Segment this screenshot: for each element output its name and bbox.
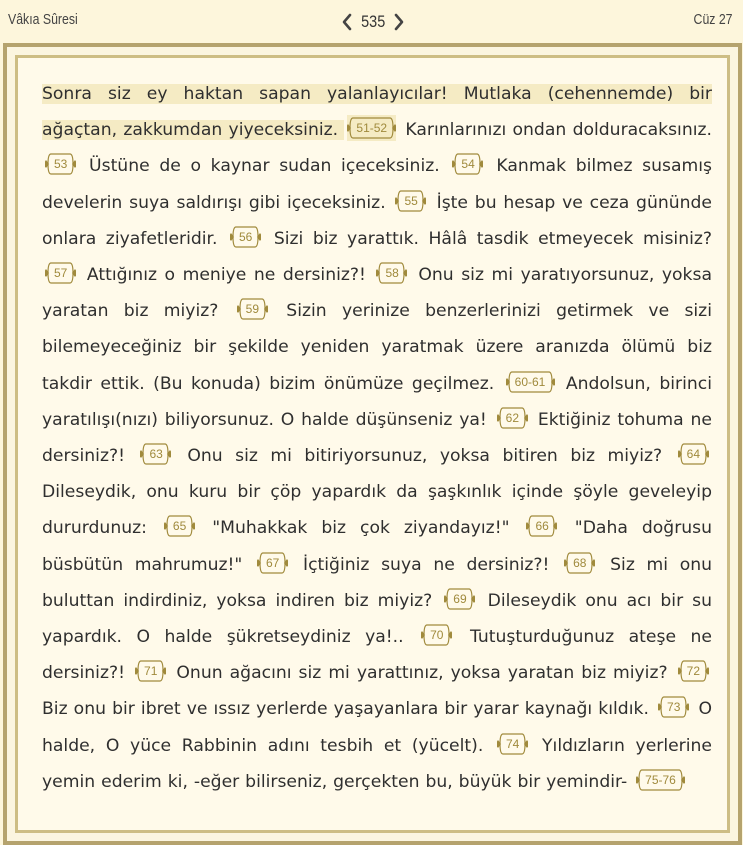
verse-text: Onun ağacını siz mi yarattınız, yoksa yaratan biz miyiz? [169, 663, 675, 684]
verse-number-marker[interactable] [376, 260, 407, 286]
verse-number: 57 [54, 266, 68, 281]
verse-number-marker[interactable] [497, 731, 528, 757]
next-page-button[interactable] [391, 11, 407, 33]
verse-number: 70 [430, 628, 444, 643]
verse-number-marker[interactable] [497, 405, 528, 431]
verse-number: 58 [385, 266, 399, 281]
verse-number: 56 [239, 229, 253, 244]
verse-text: Biz onu bir ibret ve ıssız yerlerde yaşayanlara bir yarar kaynağı kıldık. [42, 699, 656, 720]
verse-text: O halde, O yüce Rabbinin adını tesbih et (yücelt). [42, 699, 712, 756]
verse-number: 75-76 [645, 772, 676, 787]
verse-number: 74 [506, 736, 520, 751]
verse-number: 66 [535, 519, 549, 534]
verse-number-marker[interactable] [526, 513, 557, 539]
verse-number-marker[interactable] [45, 151, 76, 177]
verse-number-marker[interactable] [506, 369, 555, 395]
verse-number: 67 [266, 555, 280, 570]
verse-number: 51-52 [356, 121, 388, 136]
juz-name: Cüz 27 [694, 11, 733, 28]
verse-number: 65 [172, 519, 187, 534]
page-frame [3, 43, 742, 845]
verse-number: 59 [245, 302, 260, 317]
verse-number-marker[interactable] [678, 658, 709, 684]
verse-text: Karınlarınızı ondan dolduracaksınız. [399, 120, 712, 141]
previous-page-button[interactable] [339, 11, 355, 33]
verse-number-marker[interactable] [452, 151, 483, 177]
verse-text: "Daha doğrusu büsbütün mahrumuz!" [42, 518, 713, 575]
page-navigator [339, 9, 407, 35]
verse-number-marker[interactable] [140, 441, 171, 467]
verse-number-marker[interactable] [636, 767, 685, 793]
verse-text: Dileseydik, onu kuru bir çöp yapardık da şaşkınlık içinde şöyle geveleyip dururdunuz: [42, 482, 712, 539]
verse-text: Attığınız o meniye ne dersiniz?! [79, 265, 374, 286]
verse-text: Ektiğiniz tohuma ne dersiniz?! [42, 409, 712, 467]
chevron-left-icon [341, 13, 353, 31]
verse-text: Yıldızların yerlerine yemin ederim ki, -eğer bilirseniz, gerçekten bu, büyük bir yemindir- [42, 735, 712, 792]
verse-text: Andolsun, birinci yaratılışı(nızı) biliyorsunuz. O halde düşünseniz ya! [42, 373, 712, 430]
verse-number: 63 [149, 447, 163, 462]
verse-number-marker[interactable] [135, 658, 166, 684]
verse-number: 68 [573, 555, 587, 570]
verse-text: Dileseydik onu acı bir su yapardık. O halde şükretseydiniz ya!.. [42, 590, 712, 648]
verse-number-marker[interactable] [395, 188, 426, 214]
page-frame-inner [15, 55, 730, 833]
verse-number: 72 [686, 664, 700, 679]
verse-number-marker[interactable] [564, 550, 595, 576]
verse-text: Sizi biz yarattık. Hâlâ tasdik etmeyecek misiniz? [264, 228, 713, 249]
verse-number: 60-61 [514, 374, 546, 389]
verse-number-marker[interactable] [257, 550, 288, 576]
verse-text: İçtiğiniz suya ne dersiniz?! [291, 554, 562, 575]
verse-number-marker[interactable] [237, 296, 268, 322]
verse-text: İşte bu hesap ve ceza gününde onlara ziyafetleridir. [42, 192, 713, 249]
verse-number-marker[interactable] [421, 622, 452, 648]
verse-text: Onu siz mi bitiriyorsunuz, yoksa bitiren biz miyiz? [174, 446, 675, 467]
verse-text: "Muhakkak biz çok ziyandayız!" [198, 518, 524, 539]
verse-text: Sonra siz ey haktan sapan yalanlayıcılar! Mutlaka (cehennemde) bir ağaçtan, zakkumdan yiyeceksiniz. [42, 84, 712, 141]
verse-text: Sizin yerinize benzerlerinizi getirmek ve sizi bilemeyeceğiniz bir şekilde yeniden yaratmak üzere aranızda ölümü biz takdir ettik. (Bu konuda) bizim önümüze geçilmez. [42, 301, 712, 394]
verse-number-marker[interactable] [347, 115, 396, 141]
verse-number: 69 [453, 591, 467, 606]
verse-number: 54 [461, 157, 475, 172]
verse-number-marker[interactable] [230, 224, 261, 250]
verse-number-marker[interactable] [444, 586, 475, 612]
verse-number-marker[interactable] [658, 694, 689, 720]
verse-number: 53 [54, 157, 68, 172]
verse-text: Kanmak bilmez susamış develerin suya saldırışı gibi içeceksiniz. [42, 156, 712, 213]
verse-number-marker[interactable] [678, 441, 709, 467]
verse-text: Üstüne de o kaynar sudan içeceksiniz. [79, 156, 450, 177]
verse-number: 71 [144, 664, 158, 679]
verse-text: Siz mi onu buluttan indirdiniz, yoksa indiren biz miyiz? [42, 554, 712, 611]
surah-name: Vâkıa Sûresi [8, 11, 78, 28]
verse-text: Tutuşturduğunuz ateşe ne dersiniz?! [42, 627, 712, 684]
chevron-right-icon [393, 13, 405, 31]
verse-number-marker[interactable] [45, 260, 76, 286]
verse-number-marker[interactable] [164, 513, 195, 539]
verse-text: Onu siz mi yaratıyorsunuz, yoksa yaratan biz miyiz? [42, 265, 712, 322]
verse-number: 64 [686, 447, 700, 462]
page-number: 535 [361, 12, 386, 31]
translation-text [42, 76, 712, 800]
verse-number: 55 [404, 193, 418, 208]
verse-number: 73 [667, 700, 681, 715]
top-bar [0, 0, 743, 42]
verse-number: 62 [505, 410, 520, 425]
